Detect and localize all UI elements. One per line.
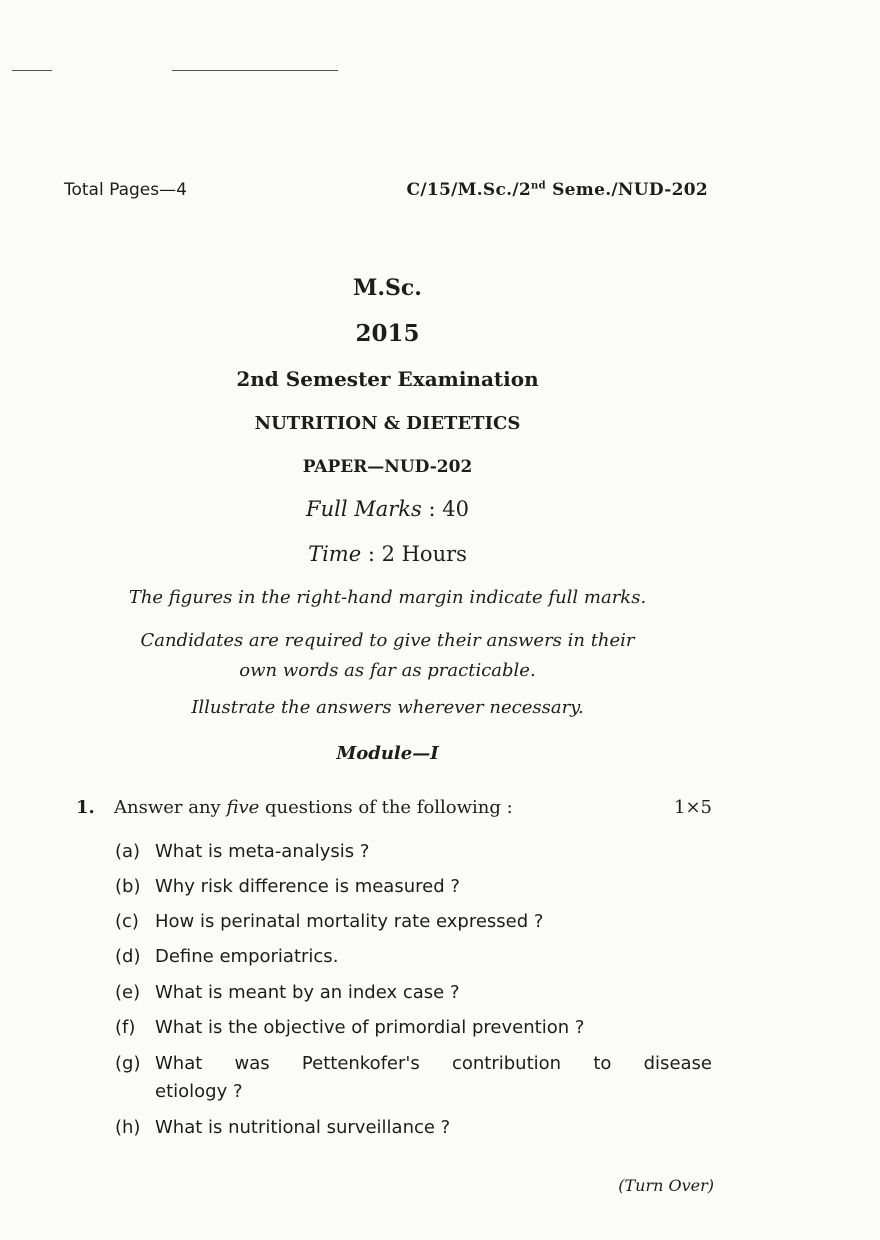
degree-title: M.Sc. (353, 275, 422, 301)
instruction-illustrate: Illustrate the answers wherever necessary. (191, 697, 584, 718)
paper-code: C/15/M.Sc./2nd Seme./NUD-202 (406, 180, 708, 200)
module-heading: Module—I (336, 743, 439, 764)
scan-artifact-line (12, 70, 52, 71)
total-pages: Total Pages—4 (64, 180, 187, 200)
question-1 (76, 797, 712, 823)
question-number: 1. (76, 797, 95, 818)
subject-name: NUTRITION & DIETETICS (254, 413, 521, 434)
exam-name: 2nd Semester Examination (236, 367, 539, 391)
paper-name: PAPER—NUD-202 (302, 457, 473, 477)
exam-year: 2015 (355, 320, 420, 347)
turn-over-note: (Turn Over) (618, 1176, 714, 1195)
instruction-marks: The figures in the right-hand margin indicate full marks. (128, 587, 647, 608)
question-marks: 1×5 (674, 797, 712, 818)
exam-time: Time : 2 Hours (308, 542, 467, 566)
instruction-own-words: Candidates are required to give their answers in their own words as far as practicable. (140, 630, 635, 681)
full-marks: Full Marks : 40 (306, 497, 469, 521)
page-header (64, 180, 708, 206)
scan-artifact-line (172, 70, 338, 71)
question-stem: Answer any five questions of the following : (114, 797, 513, 818)
